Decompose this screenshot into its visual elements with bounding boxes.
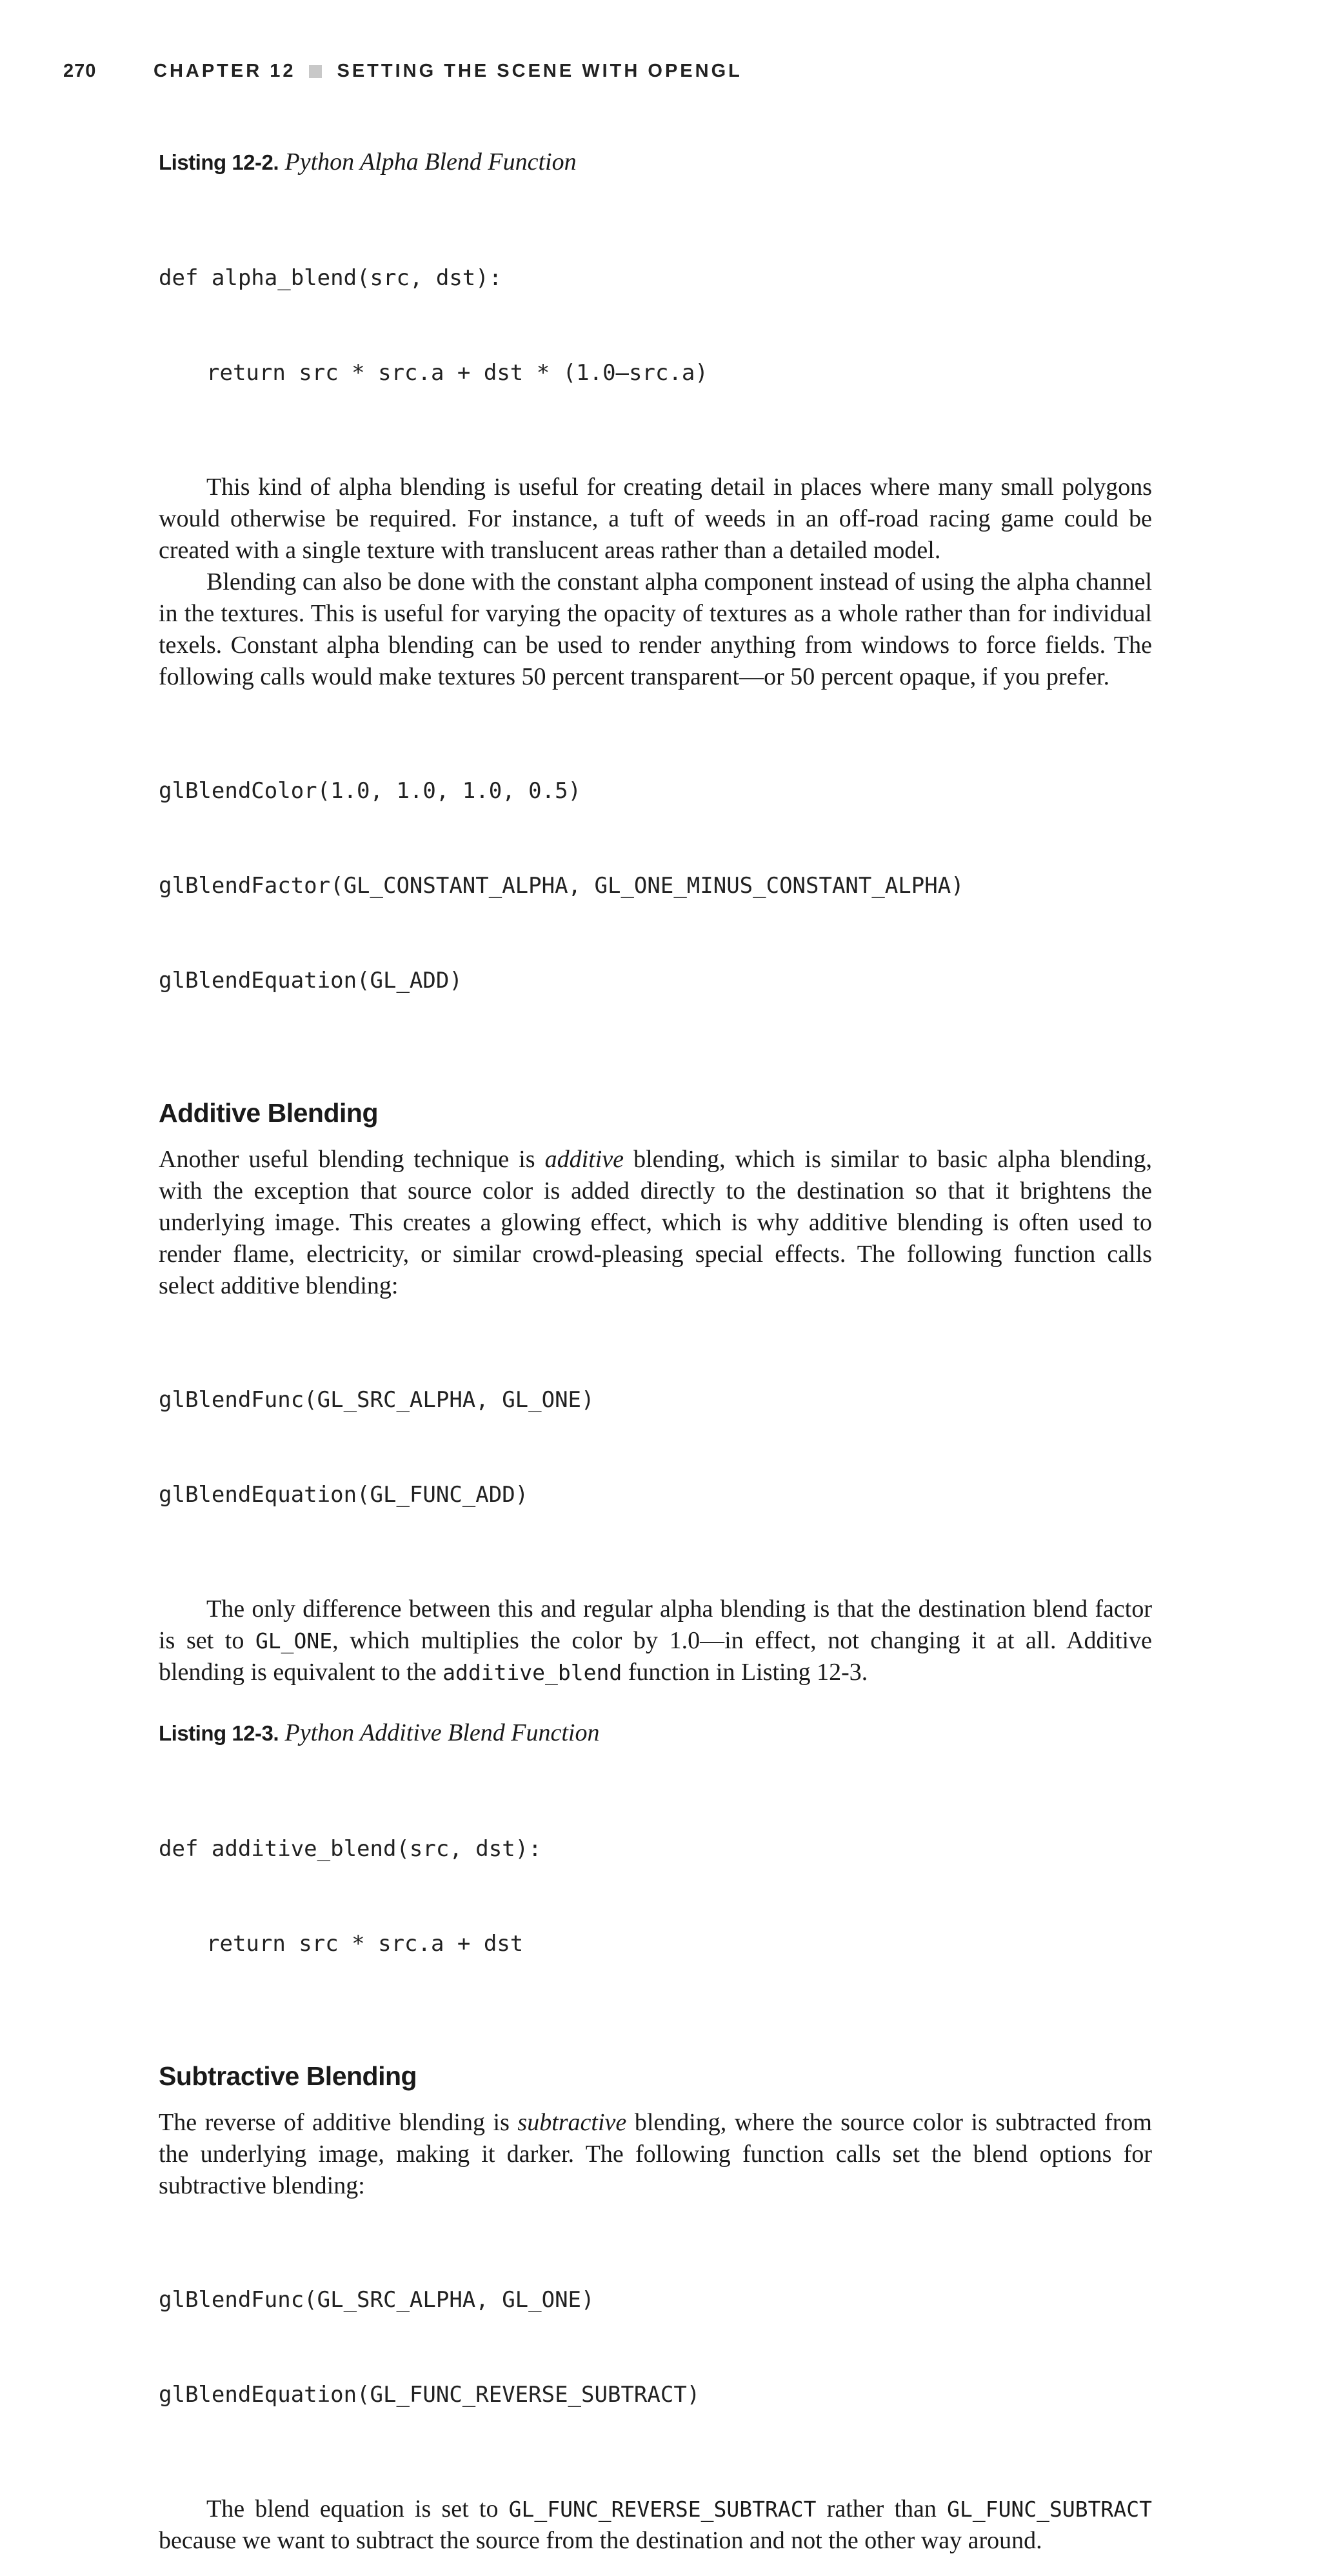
code-line: glBlendColor(1.0, 1.0, 1.0, 0.5) xyxy=(159,778,582,804)
code-line: glBlendEquation(GL_FUNC_REVERSE_SUBTRACT) xyxy=(159,2382,700,2408)
paragraph xyxy=(159,1144,1152,1302)
paragraph xyxy=(159,2107,1152,2202)
code-block-additive xyxy=(159,1321,1152,1574)
paragraph-group xyxy=(159,472,1152,693)
listing-label: Listing 12-2. xyxy=(159,150,279,174)
section-heading-subtractive: Subtractive Blending xyxy=(159,2061,417,2091)
emphasis: subtractive xyxy=(517,2109,627,2136)
inline-code: GL_FUNC_REVERSE_SUBTRACT xyxy=(508,2497,817,2522)
code-block-additive-blend xyxy=(159,1770,1152,2023)
listing-title: Python Alpha Blend Function xyxy=(284,148,577,175)
code-line: glBlendEquation(GL_ADD) xyxy=(159,968,462,993)
listing-title: Python Additive Blend Function xyxy=(284,1719,600,1746)
text-run: because we want to subtract the source from the destination and not the other way around. xyxy=(159,2527,1042,2554)
chapter-title: SETTING THE SCENE WITH OPENGL xyxy=(337,61,742,81)
paragraph-group xyxy=(159,2107,1152,2202)
code-line: def additive_blend(src, dst): xyxy=(159,1836,542,1862)
running-head xyxy=(63,61,1205,82)
text-run: The blend equation is set to xyxy=(206,2495,509,2522)
code-line: glBlendEquation(GL_FUNC_ADD) xyxy=(159,1482,529,1508)
chapter-label: CHAPTER 12 xyxy=(154,61,296,81)
inline-code: additive_blend xyxy=(442,1660,622,1685)
listing-12-3-caption xyxy=(159,1717,1152,1750)
paragraph: This kind of alpha blending is useful for creating detail in places where many small polygons would otherwise be required. For instance, a tuft of weeds in an off-road racing game could be created with a single texture with translucent areas rather than a detailed model. xyxy=(159,474,1152,564)
listing-12-2-caption xyxy=(159,146,1152,179)
text-run: , which multiplies the color by 1.0—in effect, not changing it at all. Additive blending is equivalent to the xyxy=(159,1627,1152,1686)
code-line: glBlendFactor(GL_CONSTANT_ALPHA, GL_ONE_MINUS_CONSTANT_ALPHA) xyxy=(159,873,964,899)
code-line: return src * src.a + dst xyxy=(206,1931,524,1957)
paragraph xyxy=(159,1593,1152,1688)
text-run: The only difference between this and regular alpha blending is that the destination blend factor is set to xyxy=(159,1595,1152,1654)
listing-label: Listing 12-3. xyxy=(159,1721,279,1745)
page-number: 270 xyxy=(63,61,97,81)
inline-code: GL_ONE xyxy=(255,1628,333,1653)
code-line: glBlendFunc(GL_SRC_ALPHA, GL_ONE) xyxy=(159,1387,595,1413)
paragraph xyxy=(159,2493,1152,2557)
code-block-alpha-blend xyxy=(159,199,1152,452)
text-run: function in Listing 12-3. xyxy=(622,1659,868,1686)
text-run: Another useful blending technique is xyxy=(159,1146,545,1173)
paragraph-group xyxy=(159,1593,1152,1688)
code-block-constant-alpha xyxy=(159,712,1152,1060)
text-run: rather than xyxy=(816,2495,948,2522)
paragraph: Blending can also be done with the constant alpha component instead of using the alpha channel in the textures. This is useful for varying the opacity of textures as a whole rather than for individual texels. Constant alpha blending can be used to render anything from windows to force fields. The following calls would make textures 50 percent transparent—or 50 percent opaque, if you prefer. xyxy=(159,568,1152,690)
section-heading-additive: Additive Blending xyxy=(159,1098,378,1128)
page-content xyxy=(159,146,1152,2576)
code-block-subtractive xyxy=(159,2221,1152,2474)
inline-code: GL_FUNC_SUBTRACT xyxy=(947,2497,1152,2522)
code-line: def alpha_blend(src, dst): xyxy=(159,265,502,291)
text-run: blending, which is similar to basic alpha blending, with the exception that source color is added directly to the destination so that it brightens the underlying image. This creates a glowing effect, which is why additive blending is often used to render flame, electricity, or similar crowd-pleasing special effects. The following function calls select additive blending: xyxy=(159,1146,1153,1299)
paragraph-group xyxy=(159,1144,1152,1302)
separator-square-icon xyxy=(309,65,322,78)
paragraph-group xyxy=(159,2493,1152,2557)
text-run: The reverse of additive blending is xyxy=(159,2109,518,2136)
code-line: glBlendFunc(GL_SRC_ALPHA, GL_ONE) xyxy=(159,2287,595,2313)
text-run: blending, where the source color is subtracted from the underlying image, making it darker. The following function calls set the blend options for subtractive blending: xyxy=(159,2109,1152,2199)
code-line: return src * src.a + dst * (1.0–src.a) xyxy=(206,360,708,386)
emphasis: additive xyxy=(544,1146,624,1173)
